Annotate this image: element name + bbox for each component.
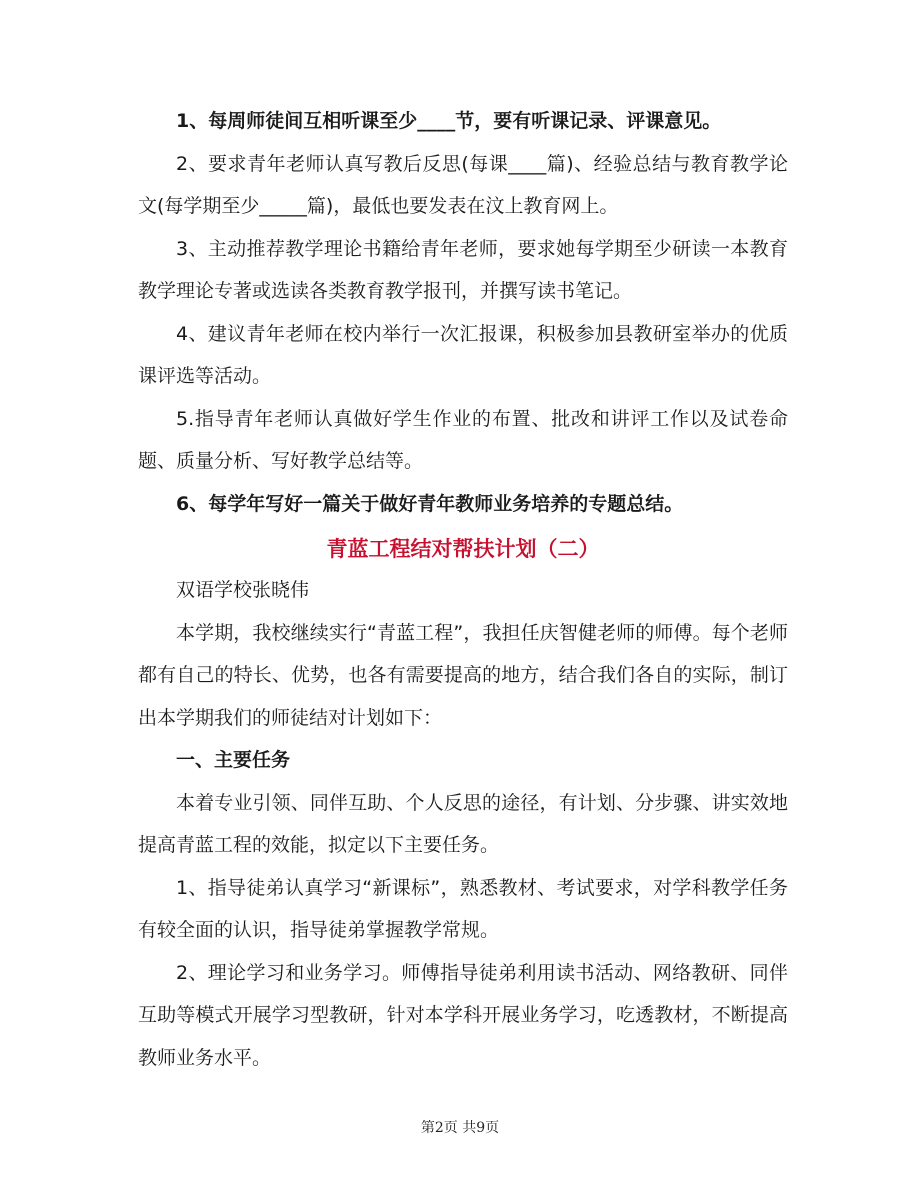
document-body: [138, 100, 788, 1079]
item-3: 3、主动推荐教学理论书籍给青年老师，要求她每学期至少研读一本教育教学理论专著或选读各类教育教学报刊，并撰写读书笔记。: [138, 237, 788, 302]
item-6: 6、每学年写好一篇关于做好青年教师业务培养的专题总结。: [176, 492, 684, 515]
author-line: 双语学校张晓伟: [176, 579, 310, 601]
item-1: 1、每周师徒间互相听课至少____节，要有听课记录、评课意见。: [176, 110, 722, 132]
item-5: 5.指导青年老师认真做好学生作业的布置、批改和讲评工作以及试卷命题、质量分析、写好教学总结等。: [138, 407, 788, 472]
intro-paragraph: 本学期，我校继续实行“青蓝工程”，我担任庆智健老师的师傅。每个老师都有自己的特长、优势，也各有需要提高的地方，结合我们各自的实际，制订出本学期我们的师徒结对计划如下：: [138, 621, 788, 729]
item-2: 2、要求青年老师认真写教后反思(每课____篇)、经验总结与教育教学论文(每学期至少_____篇)，最低也要发表在汶上教育网上。: [138, 152, 788, 217]
task-intro-paragraph: 本着专业引领、同伴互助、个人反思的途径，有计划、分步骤、讲实效地提高青蓝工程的效能，拟定以下主要任务。: [138, 791, 788, 856]
subheading-main-tasks: 一、主要任务: [176, 749, 291, 771]
page-number-footer: 第2页 共9页: [420, 1120, 500, 1136]
task-1: 1、指导徒弟认真学习“新课标”，熟悉教材、考试要求，对学科教学任务有较全面的认识，指导徒弟掌握教学常规。: [138, 876, 788, 941]
item-4: 4、建议青年老师在校内举行一次汇报课，积极参加县教研室举办的优质课评选等活动。: [138, 322, 788, 387]
task-2: 2、理论学习和业务学习。师傅指导徒弟利用读书活动、网络教研、同伴互助等模式开展学习型教研，针对本学科开展业务学习，吃透教材，不断提高教师业务水平。: [138, 961, 788, 1069]
section-title: 青蓝工程结对帮扶计划（二）: [326, 537, 600, 561]
